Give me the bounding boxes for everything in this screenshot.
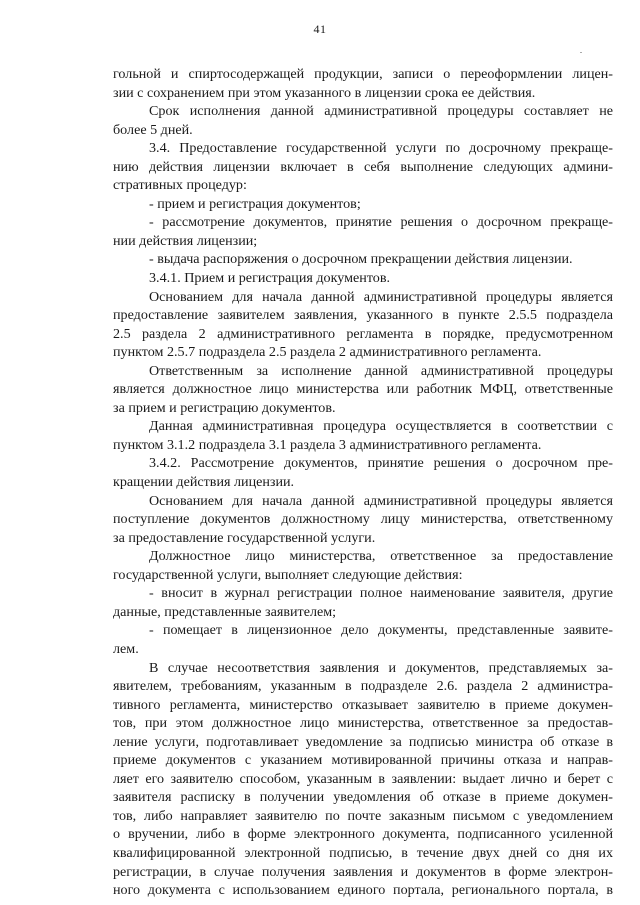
text-line: Срок исполнения данной административной процедуры составляет не	[149, 103, 613, 120]
text-line: - рассмотрение документов, принятие решения о досрочном прекраще-	[149, 214, 613, 231]
text-line: квалифицированной электронной подписью, в течение двух дней со дня их	[113, 844, 613, 861]
text-line: гольной и спиртосодержащей продукции, записи о переоформлении лицен-	[113, 66, 613, 82]
text-line: поступление документов должностному лицу министерства, ответственному	[113, 511, 613, 528]
text-line: является должностное лицо министерства или работник МФЦ, ответственные	[113, 381, 613, 398]
text-line: - помещает в лицензионное дело документы, представленные заявите-	[149, 622, 613, 639]
text-line: 3.4.1. Прием и регистрация документов.	[149, 270, 391, 287]
body-text	[113, 65, 613, 900]
text-line: В случае несоответствия заявления и документов, представляемых за-	[149, 659, 613, 676]
text-line: Ответственным за исполнение данной административной процедуры	[149, 362, 613, 379]
text-line: - вносит в журнал регистрации полное наименование заявителя, другие	[149, 585, 613, 602]
text-line: Основанием для начала данной административной процедуры является	[149, 492, 613, 509]
scan-mark	[580, 52, 582, 53]
text-line: о вручении, либо в форме электронного документа, подписанного усиленной	[113, 826, 613, 843]
text-line: - прием и регистрация документов;	[149, 195, 361, 212]
text-line: регистрации, в случае получения заявления и документов в форме электрон-	[113, 863, 613, 880]
text-line: Данная административная процедура осуществляется в соответствии с	[149, 418, 613, 435]
text-line: зии с сохранением при этом указанного в лицензии срока ее действия.	[113, 84, 536, 101]
text-line: стративных процедур:	[113, 177, 247, 194]
text-line: Должностное лицо министерства, ответственное за предоставление	[149, 548, 613, 565]
text-line: 2.5 раздела 2 административного регламента в порядке, предусмотренном	[113, 325, 613, 342]
text-line: ляет его заявителю способом, указанным в заявлении: выдает лично и берет с	[113, 770, 613, 787]
text-line: 3.4.2. Рассмотрение документов, принятие решения о досрочном пре-	[149, 455, 613, 472]
text-line: более 5 дней.	[113, 121, 193, 138]
text-line: нии действия лицензии;	[113, 232, 258, 249]
page-number: 41	[313, 22, 327, 36]
text-line: государственной услуги, выполняет следующие действия:	[113, 566, 463, 583]
text-line: заявителя расписку в получении уведомления об отказе в приеме докумен-	[113, 789, 613, 806]
text-line: за прием и регистрацию документов.	[113, 399, 336, 416]
text-line: приеме документов с указанием мотивированной причины отказа и направ-	[113, 752, 613, 769]
text-line: явителем, требованиям, указанным в подразделе 2.6. раздела 2 администра-	[113, 678, 613, 695]
text-line: тивного регламента, министерство отказывает заявителю в приеме докумен-	[113, 696, 613, 713]
text-line: пунктом 3.1.2 подраздела 3.1 раздела 3 административного регламента.	[113, 436, 542, 453]
text-line: данные, представленные заявителем;	[113, 603, 337, 620]
text-line: предоставление заявителем заявления, указанного в пункте 2.5.5 подраздела	[113, 307, 613, 324]
text-line: 3.4. Предоставление государственной услуги по досрочному прекраще-	[149, 140, 613, 157]
text-line: пунктом 2.5.7 подраздела 2.5 раздела 2 административного регламента.	[113, 344, 542, 361]
text-line: нию действия лицензии включает в себя выполнение следующих админи-	[113, 158, 613, 175]
text-line: тов, при этом должностное лицо министерства, ответственное за предостав-	[113, 715, 613, 732]
text-line: за предоставление государственной услуги.	[113, 529, 376, 546]
text-line: кращении действия лицензии.	[113, 474, 295, 491]
text-line: тов, либо направляет заявителю по почте заказным письмом с уведомлением	[113, 807, 613, 824]
text-line: Основанием для начала данной административной процедуры является	[149, 288, 613, 305]
text-line: - выдача распоряжения о досрочном прекращении действия лицензии.	[149, 251, 573, 268]
text-line: ление услуги, подготавливает уведомление за подписью министра об отказе в	[113, 733, 613, 750]
text-line: лем.	[113, 640, 139, 657]
text-line: ного документа с использованием единого портала, регионального портала, в	[113, 882, 613, 899]
